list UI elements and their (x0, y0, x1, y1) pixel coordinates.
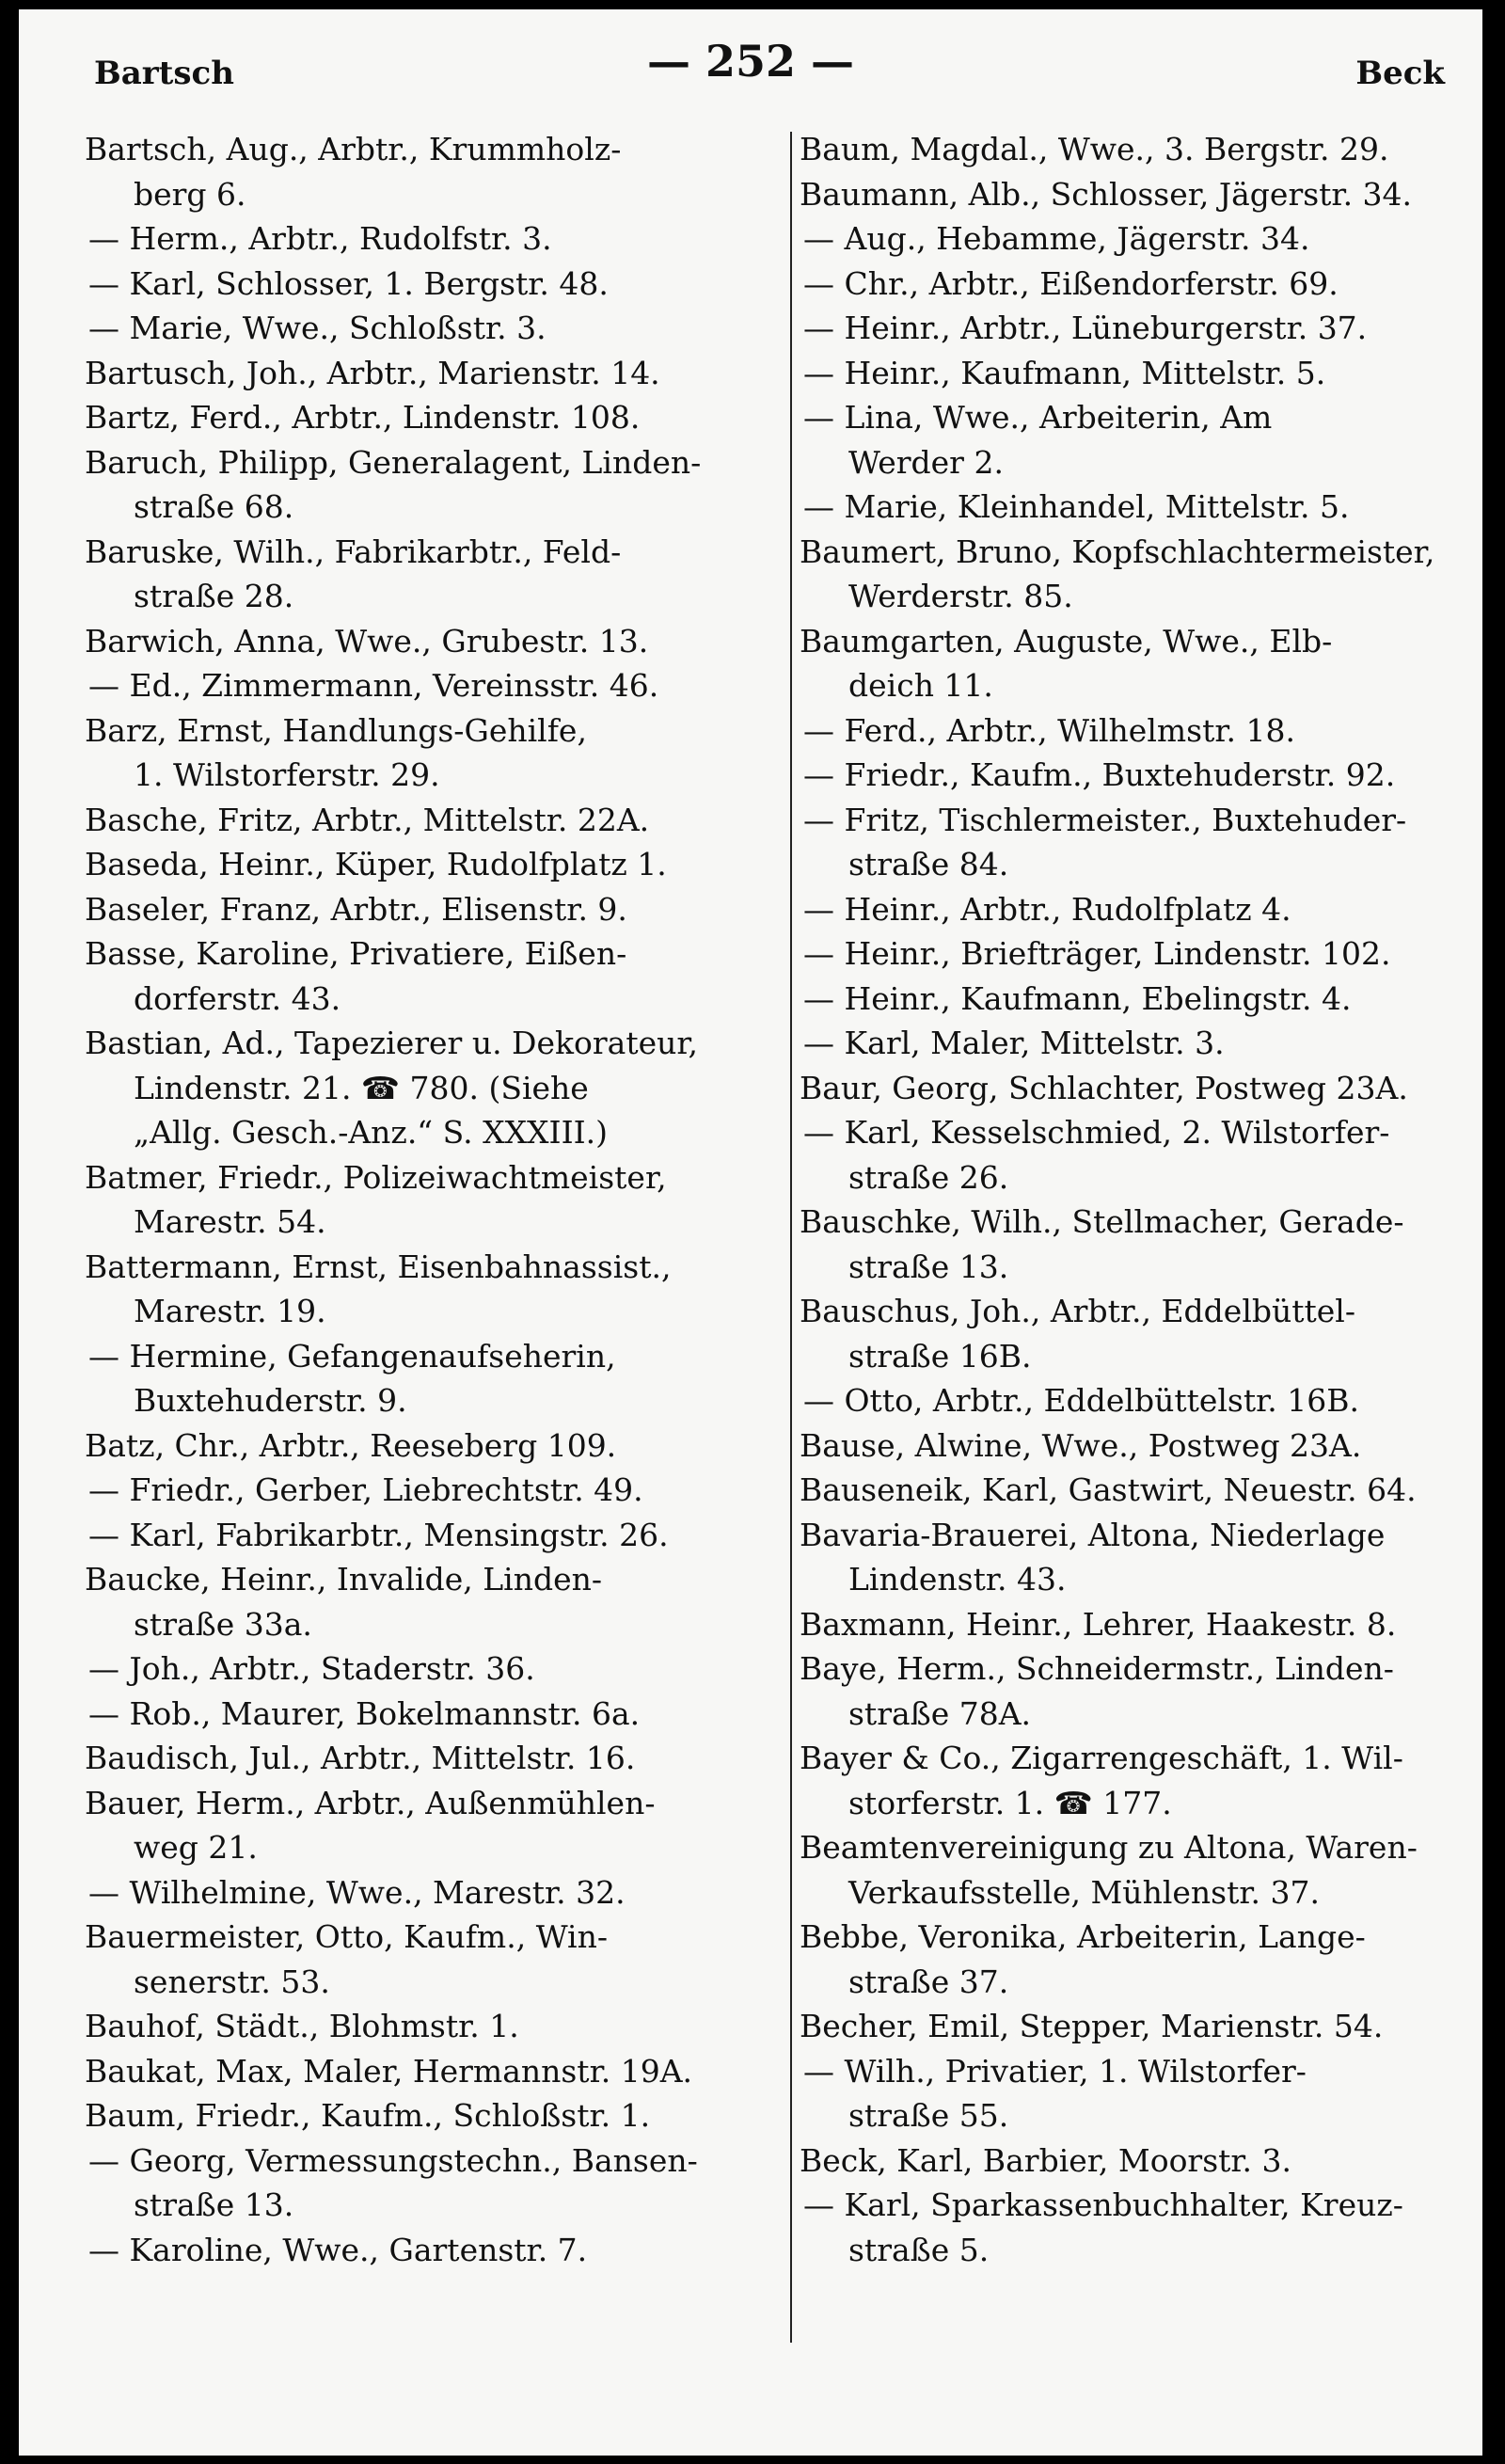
directory-entry: Beamtenvereinigung zu Altona, Waren- (800, 1829, 1418, 1866)
sub-entry: — Joh., Arbtr., Staderstr. 36. (88, 1650, 535, 1687)
sub-entry: — Wilhelmine, Wwe., Marestr. 32. (88, 1873, 626, 1911)
directory-entry: Bauseneik, Karl, Gastwirt, Neuestr. 64. (800, 1471, 1417, 1508)
sub-entry: — Marie, Kleinhandel, Mittelstr. 5. (803, 488, 1350, 525)
directory-entry: Basse, Karoline, Privatiere, Eißen- (85, 935, 627, 972)
directory-entry: Baum, Friedr., Kaufm., Schloßstr. 1. (85, 2097, 651, 2134)
sub-entry: — Chr., Arbtr., Eißendorferstr. 69. (803, 264, 1339, 302)
sub-entry: — Ed., Zimmermann, Vereinsstr. 46. (88, 667, 659, 704)
directory-entry: Bartsch, Aug., Arbtr., Krummholz- (85, 131, 622, 167)
directory-entry: Bauschke, Wilh., Stellmacher, Gerade- (800, 1203, 1404, 1240)
entry-continuation: Verkaufsstelle, Mühlenstr. 37. (848, 1873, 1320, 1911)
directory-entry: Becher, Emil, Stepper, Marienstr. 54. (800, 2008, 1384, 2044)
directory-entry: Beck, Karl, Barbier, Moorstr. 3. (800, 2141, 1292, 2179)
sub-entry: — Karl, Kesselschmied, 2. Wilstorfer- (803, 1114, 1390, 1151)
entry-continuation: straße 68. (134, 488, 294, 525)
directory-entry: Bebbe, Veronika, Arbeiterin, Lange- (800, 1918, 1366, 1955)
sub-entry: — Rob., Maurer, Bokelmannstr. 6a. (88, 1694, 641, 1732)
entry-continuation: straße 28. (134, 578, 294, 614)
entry-continuation: Lindenstr. 21. ☎ 780. (Siehe (134, 1069, 589, 1106)
directory-entry: Bauermeister, Otto, Kaufm., Win- (85, 1918, 608, 1955)
entry-continuation: straße 37. (848, 1963, 1009, 2000)
sub-entry: — Ferd., Arbtr., Wilhelmstr. 18. (803, 711, 1295, 749)
left-column (85, 127, 762, 2272)
entry-continuation: straße 16B. (848, 1337, 1032, 1375)
directory-entry: Bause, Alwine, Wwe., Postweg 23A. (800, 1426, 1362, 1464)
directory-entry: Barz, Ernst, Handlungs-Gehilfe, (85, 711, 587, 749)
sub-entry: — Aug., Hebamme, Jägerstr. 34. (803, 220, 1310, 257)
sub-entry: — Wilh., Privatier, 1. Wilstorfer- (803, 2052, 1307, 2090)
directory-entry: Baur, Georg, Schlachter, Postweg 23A. (800, 1069, 1408, 1106)
entry-continuation: Marestr. 54. (134, 1203, 326, 1240)
directory-entry: Basche, Fritz, Arbtr., Mittelstr. 22A. (85, 801, 650, 838)
sub-entry: — Georg, Vermessungstechn., Bansen- (88, 2141, 698, 2179)
sub-entry: — Karl, Sparkassenbuchhalter, Kreuz- (803, 2186, 1403, 2223)
entry-continuation: senerstr. 53. (134, 1963, 330, 2000)
directory-entry: Baudisch, Jul., Arbtr., Mittelstr. 16. (85, 1740, 636, 1776)
directory-entry: Bayer & Co., Zigarrengeschäft, 1. Wil- (800, 1740, 1403, 1776)
entry-continuation: straße 78A. (848, 1694, 1032, 1732)
directory-entry: Bartusch, Joh., Arbtr., Marienstr. 14. (85, 354, 660, 391)
entry-continuation: Marestr. 19. (134, 1293, 326, 1329)
sub-entry: — Fritz, Tischlermeister., Buxtehuder- (803, 801, 1407, 838)
sub-entry: — Karl, Schlosser, 1. Bergstr. 48. (88, 264, 609, 302)
sub-entry: — Otto, Arbtr., Eddelbüttelstr. 16B. (803, 1382, 1359, 1419)
entry-continuation: weg 21. (134, 1829, 258, 1866)
entry-continuation: dorferstr. 43. (134, 979, 341, 1017)
directory-entry: Baseler, Franz, Arbtr., Elisenstr. 9. (85, 890, 627, 928)
page-header (19, 28, 1482, 103)
sub-entry: — Friedr., Kaufm., Buxtehuderstr. 92. (803, 756, 1396, 793)
entry-continuation: straße 33a. (134, 1605, 312, 1643)
directory-entry: Battermann, Ernst, Eisenbahnassist., (85, 1248, 672, 1285)
sub-entry: — Karl, Fabrikarbtr., Mensingstr. 26. (88, 1516, 669, 1553)
entry-continuation: straße 13. (134, 2186, 294, 2223)
sub-entry: — Marie, Wwe., Schloßstr. 3. (88, 310, 547, 346)
directory-entry: Baruske, Wilh., Fabrikarbtr., Feld- (85, 533, 622, 570)
entry-continuation: 1. Wilstorferstr. 29. (134, 756, 440, 793)
directory-entry: Baukat, Max, Maler, Hermannstr. 19A. (85, 2052, 693, 2090)
directory-entry: Bauschus, Joh., Arbtr., Eddelbüttel- (800, 1293, 1356, 1329)
sub-entry: — Friedr., Gerber, Liebrechtstr. 49. (88, 1471, 643, 1508)
directory-entry: Barwich, Anna, Wwe., Grubestr. 13. (85, 622, 649, 660)
sub-entry: — Karoline, Wwe., Gartenstr. 7. (88, 2231, 588, 2268)
sub-entry: — Heinr., Kaufmann, Mittelstr. 5. (803, 354, 1326, 391)
directory-entry: Bastian, Ad., Tapezierer u. Dekorateur, (85, 1025, 699, 1061)
entry-continuation: Werderstr. 85. (848, 578, 1073, 614)
directory-entry: Baum, Magdal., Wwe., 3. Bergstr. 29. (800, 131, 1389, 167)
entry-continuation: straße 55. (848, 2097, 1009, 2134)
header-first-name: Bartsch (94, 55, 234, 92)
entry-continuation: storferstr. 1. ☎ 177. (848, 1784, 1172, 1821)
sub-entry: — Lina, Wwe., Arbeiterin, Am (803, 399, 1273, 436)
directory-entry: Batmer, Friedr., Polizeiwachtmeister, (85, 1158, 667, 1196)
directory-entry: Baye, Herm., Schneidermstr., Linden- (800, 1650, 1394, 1687)
directory-entry: Bauhof, Städt., Blohmstr. 1. (85, 2008, 519, 2044)
sub-entry: — Herm., Arbtr., Rudolfstr. 3. (88, 220, 552, 257)
directory-entry: Baruch, Philipp, Generalagent, Linden- (85, 443, 702, 481)
entry-continuation: „Allg. Gesch.-Anz.“ S. XXXIII.) (134, 1114, 609, 1151)
entry-continuation: straße 84. (848, 846, 1009, 882)
entry-continuation: straße 13. (848, 1248, 1009, 1285)
directory-entry: Baumert, Bruno, Kopfschlachtermeister, (800, 533, 1435, 570)
sub-entry: — Heinr., Arbtr., Lüneburgerstr. 37. (803, 310, 1368, 346)
entry-continuation: deich 11. (848, 667, 993, 704)
column-divider (790, 132, 792, 2343)
sub-entry: — Hermine, Gefangenaufseherin, (88, 1337, 616, 1375)
directory-entry: Bartz, Ferd., Arbtr., Lindenstr. 108. (85, 399, 641, 436)
entry-continuation: straße 5. (848, 2231, 990, 2268)
directory-entry: Baxmann, Heinr., Lehrer, Haakestr. 8. (800, 1605, 1397, 1643)
directory-page (19, 9, 1482, 2456)
entry-continuation: straße 26. (848, 1158, 1009, 1196)
directory-entry: Baumann, Alb., Schlosser, Jägerstr. 34. (800, 175, 1413, 213)
directory-entry: Baucke, Heinr., Invalide, Linden- (85, 1561, 603, 1598)
sub-entry: — Karl, Maler, Mittelstr. 3. (803, 1025, 1225, 1061)
directory-entry: Bavaria-Brauerei, Altona, Niederlage (800, 1516, 1386, 1553)
page-number: — 252 — (646, 36, 855, 87)
sub-entry: — Heinr., Arbtr., Rudolfplatz 4. (803, 890, 1291, 928)
right-column (800, 127, 1458, 2272)
entry-continuation: berg 6. (134, 175, 246, 213)
directory-entry: Baumgarten, Auguste, Wwe., Elb- (800, 622, 1333, 660)
header-last-name: Beck (1355, 55, 1445, 92)
directory-entry: Batz, Chr., Arbtr., Reeseberg 109. (85, 1426, 617, 1464)
sub-entry: — Heinr., Kaufmann, Ebelingstr. 4. (803, 979, 1352, 1017)
entry-continuation: Werder 2. (848, 443, 1004, 481)
entry-continuation: Lindenstr. 43. (848, 1561, 1067, 1598)
entry-continuation: Buxtehuderstr. 9. (134, 1382, 407, 1419)
sub-entry: — Heinr., Briefträger, Lindenstr. 102. (803, 935, 1391, 972)
directory-entry: Bauer, Herm., Arbtr., Außenmühlen- (85, 1784, 656, 1821)
directory-entry: Baseda, Heinr., Küper, Rudolfplatz 1. (85, 846, 667, 882)
